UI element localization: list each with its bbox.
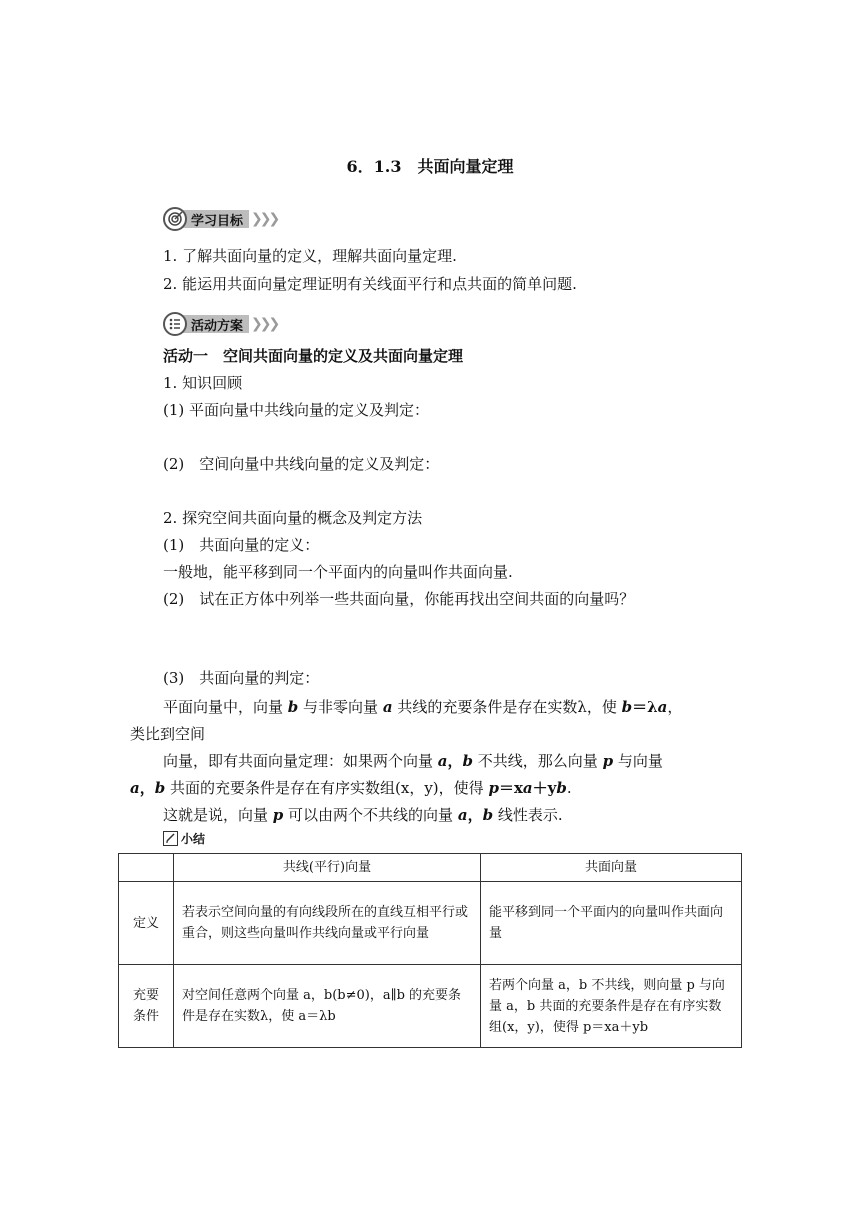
chevrons-icon: ❯❯❯ bbox=[251, 316, 278, 332]
activities-banner-label: 活动方案 bbox=[179, 315, 249, 333]
theorem-line-1 bbox=[163, 750, 663, 771]
text-run: 这就是说，向量 bbox=[163, 806, 273, 824]
objective-1: 1. 了解共面向量的定义，理解共面向量定理. bbox=[163, 247, 457, 265]
table-row bbox=[119, 965, 742, 1048]
activity-heading: 活动一 空间共面向量的定义及共面向量定理 bbox=[163, 347, 464, 365]
text-run: 共线的充要条件是存在实数λ，使 bbox=[392, 698, 622, 716]
list-icon bbox=[163, 312, 187, 336]
vector-a: a bbox=[382, 698, 393, 716]
activities-banner bbox=[163, 312, 277, 336]
chevrons-icon: ❯❯❯ bbox=[251, 211, 278, 227]
criterion-heading: (3) 共面向量的判定： bbox=[163, 669, 320, 687]
vector-b: b bbox=[556, 779, 567, 797]
definition-heading: (1) 共面向量的定义： bbox=[163, 536, 320, 554]
table-header-row bbox=[119, 854, 742, 882]
cell-cond-coplanar: 若两个向量 a，b 不共线，则向量 p 与向量 a，b 共面的充要条件是存在有序实数组(x，y)，使得 p＝xa＋yb bbox=[481, 965, 742, 1048]
text-run: 不共线，那么向量 bbox=[473, 752, 603, 770]
text-run: 与非零向量 bbox=[298, 698, 383, 716]
text-run: . bbox=[566, 779, 572, 797]
text-run: ， bbox=[447, 752, 463, 770]
row-label-condition: 充要条件 bbox=[119, 965, 174, 1048]
review-question-2: (2) 空间向量中共线向量的定义及判定： bbox=[163, 455, 440, 473]
criterion-paragraph-cont: 类比到空间 bbox=[130, 725, 206, 743]
review-question-1: (1) 平面向量中共线向量的定义及判定： bbox=[163, 401, 430, 419]
vector-p: p bbox=[488, 779, 499, 797]
vector-p: p bbox=[272, 806, 284, 824]
col-header-collinear: 共线(平行)向量 bbox=[174, 854, 481, 882]
objectives-banner-label: 学习目标 bbox=[179, 210, 249, 228]
criterion-paragraph bbox=[163, 696, 682, 717]
text-run: ＝x bbox=[498, 779, 523, 797]
text-run: 线性表示. bbox=[493, 806, 563, 824]
vector-a: a bbox=[130, 779, 140, 797]
text-run: ＝λ bbox=[632, 698, 658, 716]
table-corner-cell bbox=[119, 854, 174, 882]
vector-a: a bbox=[657, 698, 668, 716]
page-title: 6．1.3 共面向量定理 bbox=[346, 157, 514, 176]
review-heading: 1. 知识回顾 bbox=[163, 374, 243, 392]
text-run: 平面向量中，向量 bbox=[163, 698, 288, 716]
summary-table bbox=[118, 853, 742, 1048]
conclusion-line bbox=[163, 804, 563, 825]
cell-cond-collinear: 对空间任意两个向量 a，b(b≠0)，a∥b 的充要条件是存在实数λ，使 a＝λb bbox=[174, 965, 481, 1048]
cell-def-coplanar: 能平移到同一个平面内的向量叫作共面向量 bbox=[481, 882, 742, 965]
objectives-banner bbox=[163, 207, 277, 231]
vector-b: b bbox=[154, 779, 166, 797]
theorem-line-2 bbox=[130, 777, 572, 798]
vector-b: b bbox=[621, 698, 633, 716]
vector-a: a bbox=[457, 806, 468, 824]
row-label-definition: 定义 bbox=[119, 882, 174, 965]
vector-p: p bbox=[602, 752, 614, 770]
example-question: (2) 试在正方体中列举一些共面向量，你能再找出空间共面的向量吗？ bbox=[163, 590, 635, 608]
definition-text: 一般地，能平移到同一个平面内的向量叫作共面向量. bbox=[163, 563, 513, 581]
text-run: 可以由两个不共线的向量 bbox=[283, 806, 458, 824]
table-row bbox=[119, 882, 742, 965]
text-run: ， bbox=[467, 806, 483, 824]
cell-def-collinear: 若表示空间向量的有向线段所在的直线互相平行或重合，则这些向量叫作共线向量或平行向量 bbox=[174, 882, 481, 965]
vector-b: b bbox=[462, 752, 474, 770]
objective-2: 2. 能运用共面向量定理证明有关线面平行和点共面的简单问题. bbox=[163, 275, 577, 293]
vector-b: b bbox=[287, 698, 299, 716]
text-run: 共面的充要条件是存在有序实数组(x，y)，使得 bbox=[165, 779, 489, 797]
summary-label: 小结 bbox=[181, 832, 206, 846]
text-run: ， bbox=[667, 698, 683, 716]
vector-a: a bbox=[522, 779, 533, 797]
text-run: 向量，即有共面向量定理：如果两个向量 bbox=[163, 752, 438, 770]
col-header-coplanar: 共面向量 bbox=[481, 854, 742, 882]
text-run: ， bbox=[139, 779, 155, 797]
pencil-note-icon bbox=[163, 831, 178, 846]
text-run: 与向量 bbox=[613, 752, 663, 770]
vector-b: b bbox=[482, 806, 494, 824]
text-run: ＋y bbox=[532, 779, 557, 797]
summary-badge bbox=[163, 830, 205, 847]
vector-a: a bbox=[437, 752, 448, 770]
target-icon bbox=[163, 207, 187, 231]
explore-heading: 2. 探究空间共面向量的概念及判定方法 bbox=[163, 509, 423, 527]
